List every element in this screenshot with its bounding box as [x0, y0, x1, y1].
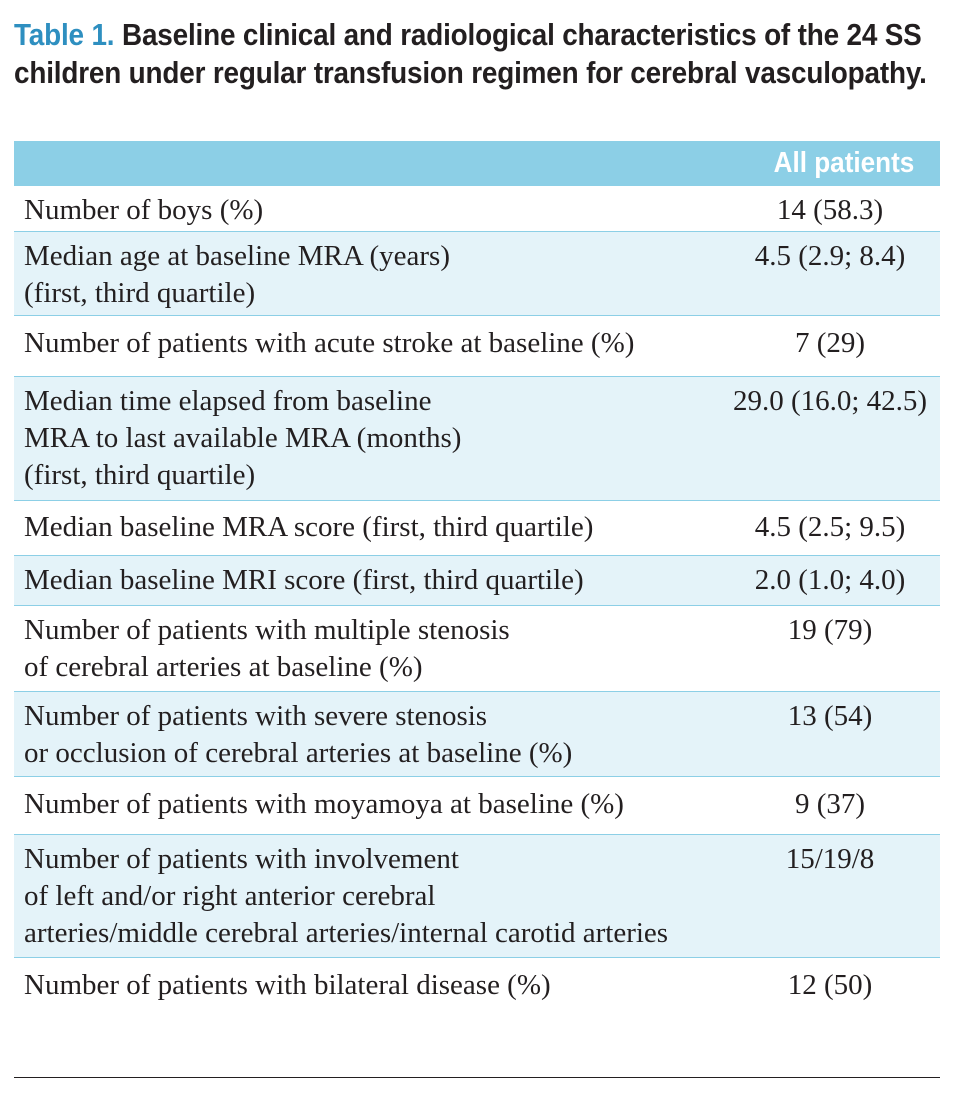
- row-value: 9 (37): [794, 788, 866, 820]
- row-value: 13 (54): [787, 700, 873, 732]
- table-row: [14, 316, 940, 377]
- row-label: Number of patients with involvement of left and/or right anterior cerebral arteries/middle cerebral arteries/internal carotid arteries: [24, 843, 669, 949]
- row-label: Number of patients with bilateral disease (%): [24, 969, 551, 1001]
- row-label: Number of patients with acute stroke at baseline (%): [24, 327, 635, 359]
- table-bottom-rule: [14, 1077, 940, 1078]
- row-value: 14 (58.3): [776, 194, 884, 226]
- row-value: 19 (79): [787, 614, 873, 646]
- table-row: [14, 377, 940, 501]
- row-value: 29.0 (16.0; 42.5): [732, 385, 928, 417]
- caption-text: Baseline clinical and radiological characteristics of the 24 SS children under regular transfusion regimen for cerebral vasculopathy.: [14, 17, 927, 90]
- table-row: [14, 777, 940, 835]
- table-label: Table 1.: [14, 17, 115, 52]
- row-label: Median time elapsed from baseline MRA to last available MRA (months) (first, third quartile): [24, 385, 462, 491]
- row-value: 7 (29): [794, 327, 866, 359]
- row-label: Median age at baseline MRA (years) (first, third quartile): [24, 240, 450, 309]
- table-row: [14, 556, 940, 606]
- table-row: [14, 232, 940, 316]
- data-table: [14, 141, 940, 1018]
- table-row: [14, 606, 940, 692]
- row-label: Number of patients with severe stenosis or occlusion of cerebral arteries at baseline (%): [24, 700, 573, 769]
- column-header-all-patients: All patients: [773, 147, 914, 179]
- row-label: Median baseline MRI score (first, third quartile): [24, 564, 584, 596]
- table-caption: [14, 16, 946, 92]
- row-value: 2.0 (1.0; 4.0): [754, 564, 906, 596]
- row-value: 15/19/8: [785, 843, 875, 875]
- table-row: [14, 501, 940, 556]
- row-label: Median baseline MRA score (first, third quartile): [24, 511, 594, 543]
- row-value: 4.5 (2.9; 8.4): [754, 240, 906, 272]
- row-label: Number of boys (%): [24, 194, 264, 226]
- table-row: [14, 835, 940, 958]
- row-value: 12 (50): [787, 969, 873, 1001]
- table-header: [14, 141, 940, 186]
- row-label: Number of patients with multiple stenosis of cerebral arteries at baseline (%): [24, 614, 510, 683]
- table-row: [14, 186, 940, 232]
- table-row: [14, 692, 940, 777]
- row-value: 4.5 (2.5; 9.5): [754, 511, 906, 543]
- table-row: [14, 958, 940, 1018]
- row-label: Number of patients with moyamoya at baseline (%): [24, 788, 624, 820]
